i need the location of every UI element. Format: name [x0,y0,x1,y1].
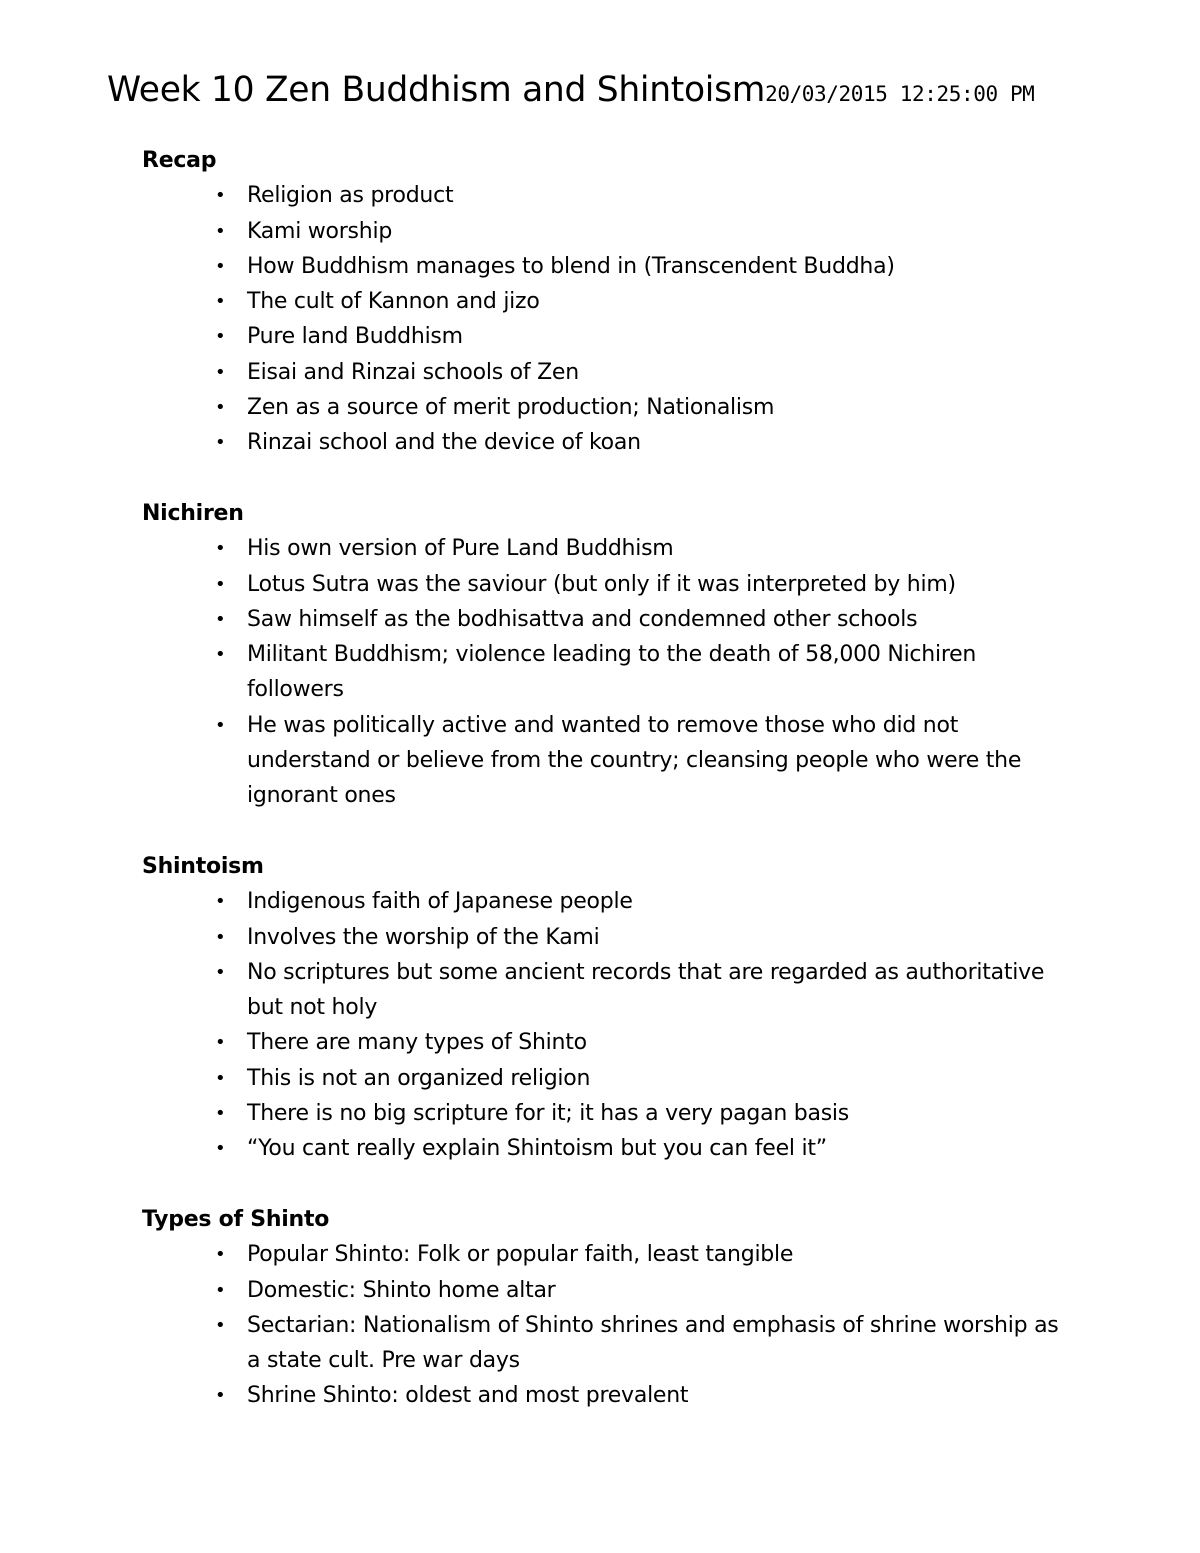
list-item-text: Sectarian: Nationalism of Shinto shrines and emphasis of shrine worship as a state cult. Pre war days [247,1312,1059,1374]
list-item [142,531,1102,566]
list-item [142,1378,1102,1413]
list-item [142,1308,1102,1379]
list-item [142,920,1102,955]
list-item [142,1237,1102,1272]
bullet-icon: • [215,1067,226,1089]
list-item-text: Domestic: Shinto home altar [247,1277,556,1303]
list-item [142,214,1102,249]
bullet-icon: • [215,361,226,383]
list-item [142,1061,1102,1096]
bullet-list [142,531,1102,813]
section-heading: Types of Shinto [142,1206,330,1232]
list-item [142,425,1102,460]
bullet-icon: • [215,1138,226,1160]
bullet-icon: • [215,185,226,207]
list-item-text: Militant Buddhism; violence leading to the death of 58,000 Nichiren followers [247,642,977,703]
page-header [107,70,1034,110]
section-heading: Recap [142,148,217,173]
section-heading: Nichiren [142,500,244,526]
list-item [142,1096,1102,1131]
list-item-text: There are many types of Shinto [247,1030,587,1056]
bullet-icon: • [215,291,226,313]
list-item-text: He was politically active and wanted to remove those who did not understand or believe from the country; cleansing people who were the ignorant ones [247,712,1022,809]
date-timestamp: 20/03/2015 12:25:00 PM [765,82,1035,106]
list-item-text: Pure land Buddhism [247,324,463,350]
list-item-text: This is not an organized religion [247,1065,591,1091]
list-item-text: Lotus Sutra was the saviour (but only if it was interpreted by him) [247,571,956,597]
bullet-icon: • [215,961,226,983]
list-item-text: The cult of Kannon and jizo [247,289,540,315]
bullet-list [142,1237,1102,1413]
list-item [142,637,1102,708]
bullet-icon: • [215,326,226,348]
list-item [142,178,1102,213]
bullet-icon: • [215,397,226,419]
list-item [142,884,1102,919]
list-item-text: Indigenous faith of Japanese people [247,889,633,915]
notes-section [142,1202,1102,1414]
list-item [142,319,1102,354]
bullet-list [142,884,1102,1166]
notes-section [142,496,1102,814]
list-item-text: Religion as product [247,183,454,209]
bullet-icon: • [215,255,226,277]
list-item-text: There is no big scripture for it; it has a very pagan basis [247,1101,849,1127]
list-item-text: Popular Shinto: Folk or popular faith, least tangible [247,1242,794,1268]
list-item [142,284,1102,319]
list-item-text: Zen as a source of merit production; Nationalism [247,395,775,421]
bullet-icon: • [215,1032,226,1054]
bullet-icon: • [215,220,226,242]
list-item-text: Involves the worship of the Kami [247,924,600,950]
list-item [142,390,1102,425]
list-item-text: Saw himself as the bodhisattva and condemned other schools [247,606,918,632]
bullet-icon: • [215,1314,226,1336]
list-item [142,567,1102,602]
list-item-text: “You cant really explain Shintoism but you can feel it” [247,1136,827,1162]
list-item [142,1025,1102,1060]
page-title: Week 10 Zen Buddhism and Shintoism [107,70,766,110]
bullet-icon: • [215,714,226,736]
list-item [142,1131,1102,1166]
notes-body [142,143,1102,1449]
bullet-icon: • [215,1244,226,1266]
bullet-list [142,178,1102,460]
list-item-text: His own version of Pure Land Buddhism [247,536,674,562]
list-item-text: Kami worship [247,218,393,244]
section-heading: Shintoism [142,853,264,879]
list-item-text: Eisai and Rinzai schools of Zen [247,359,579,385]
bullet-icon: • [215,432,226,454]
list-item [142,602,1102,637]
list-item [142,355,1102,390]
bullet-icon: • [215,1103,226,1125]
list-item-text: How Buddhism manages to blend in (Transcendent Buddha) [247,253,895,279]
bullet-icon: • [215,891,226,913]
list-item-text: Shrine Shinto: oldest and most prevalent [247,1383,689,1409]
bullet-icon: • [215,608,226,630]
list-item [142,708,1102,814]
list-item [142,249,1102,284]
bullet-icon: • [215,1385,226,1407]
bullet-icon: • [215,538,226,560]
bullet-icon: • [215,644,226,666]
notes-section [142,143,1102,461]
list-item [142,1273,1102,1308]
bullet-icon: • [215,1279,226,1301]
list-item-text: No scriptures but some ancient records that are regarded as authoritative but not holy [247,959,1045,1021]
list-item-text: Rinzai school and the device of koan [247,430,641,456]
bullet-icon: • [215,926,226,948]
bullet-icon: • [215,573,226,595]
notes-section [142,849,1102,1167]
list-item [142,955,1102,1026]
